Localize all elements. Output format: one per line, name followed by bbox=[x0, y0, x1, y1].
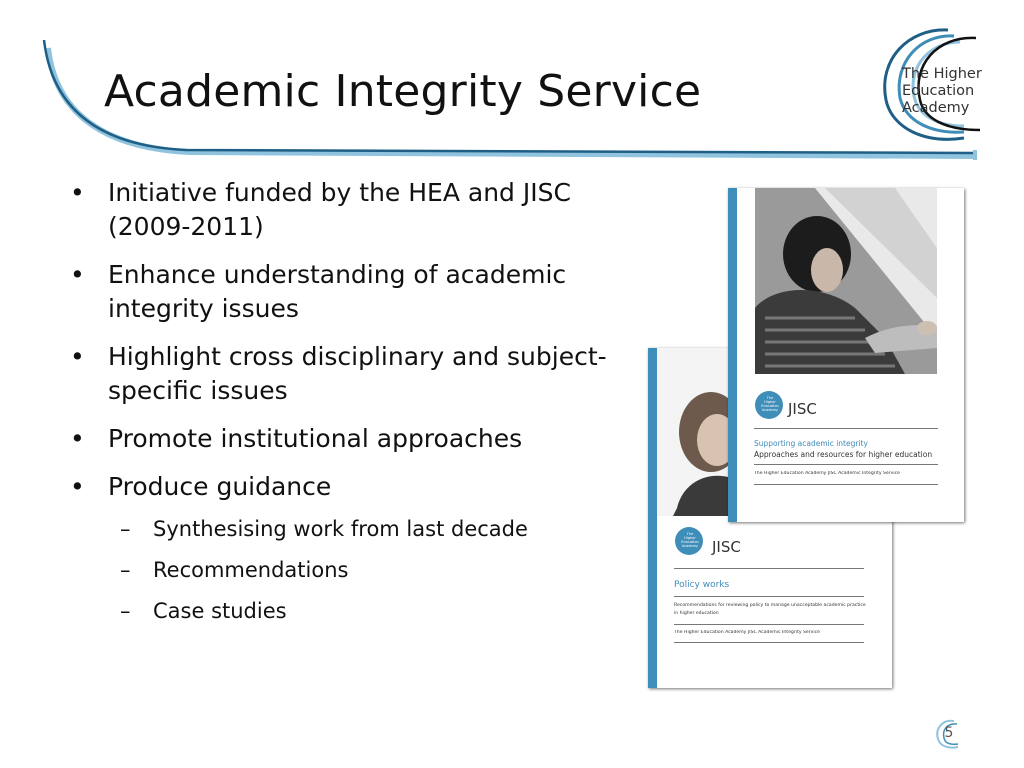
doc-title: Approaches and resources for higher education bbox=[754, 450, 933, 459]
logo-line: Academy bbox=[902, 100, 970, 116]
bullet-item bbox=[70, 470, 630, 504]
sub-bullet-item bbox=[70, 516, 630, 543]
page-number bbox=[932, 717, 966, 751]
doc-footer: The Higher Education Academy JISC Academic Integrity Service bbox=[754, 471, 900, 476]
doc-divider bbox=[674, 624, 864, 625]
bullet-text: Produce guidance bbox=[108, 472, 332, 501]
doc-description: Recommendations for reviewing policy to manage unacceptable academic practice in higher education bbox=[674, 603, 866, 616]
bullet-list bbox=[70, 176, 630, 639]
bullet-marker: • bbox=[70, 178, 85, 207]
bullet-marker: • bbox=[70, 260, 85, 289]
doc-divider bbox=[754, 428, 938, 429]
seal-text bbox=[676, 532, 704, 548]
sub-bullet-marker: – bbox=[120, 558, 131, 582]
seal-line: Education bbox=[761, 404, 779, 408]
doc-divider bbox=[674, 596, 864, 597]
bullet-item bbox=[70, 176, 630, 244]
doc-divider bbox=[674, 568, 864, 569]
page-number-label: 5 bbox=[944, 725, 954, 741]
bullet-text: Initiative funded by the HEA and JISC (2009-2011) bbox=[108, 178, 571, 241]
bullet-text: Highlight cross disciplinary and subject-specific issues bbox=[108, 342, 607, 405]
sub-bullet-text: Case studies bbox=[153, 599, 287, 623]
doc-divider bbox=[754, 464, 938, 465]
seal-line: The bbox=[766, 396, 774, 400]
sub-bullet-text: Synthesising work from last decade bbox=[153, 517, 528, 541]
sub-bullet-marker: – bbox=[120, 599, 131, 623]
bullet-text: Promote institutional approaches bbox=[108, 424, 523, 453]
seal-line: Academy bbox=[681, 544, 699, 548]
doc-photo-image bbox=[755, 188, 937, 374]
jisc-brand: JISC bbox=[788, 400, 817, 418]
doc-title: Policy works bbox=[674, 580, 730, 590]
doc-accent-stripe bbox=[648, 348, 657, 688]
doc-subtitle: Supporting academic integrity bbox=[754, 439, 868, 448]
seal-line: The bbox=[686, 532, 694, 536]
seal-line: Academy bbox=[761, 408, 779, 412]
logo-line: The Higher bbox=[902, 66, 982, 82]
bullet-item bbox=[70, 422, 630, 456]
bullet-text: Enhance understanding of academic integrity issues bbox=[108, 260, 567, 323]
doc-accent-stripe bbox=[728, 188, 737, 522]
bullet-marker: • bbox=[70, 424, 85, 453]
seal-line: Higher bbox=[764, 400, 776, 404]
logo-line: Education bbox=[902, 83, 975, 99]
bullet-item bbox=[70, 340, 630, 408]
sub-bullet-text: Recommendations bbox=[153, 558, 349, 582]
seal-text bbox=[756, 396, 784, 412]
doc-divider bbox=[674, 642, 864, 643]
supporting-academic-integrity-document bbox=[728, 188, 964, 522]
bullet-marker: • bbox=[70, 342, 85, 371]
doc-divider bbox=[754, 484, 938, 485]
slide-title: Academic Integrity Service bbox=[104, 66, 702, 117]
sub-bullet-item bbox=[70, 598, 630, 625]
logo-text bbox=[902, 66, 982, 117]
seal-line: Education bbox=[681, 540, 699, 544]
sub-bullet-marker: – bbox=[120, 517, 131, 541]
bullet-item bbox=[70, 258, 630, 326]
sub-bullet-item bbox=[70, 557, 630, 584]
bullet-marker: • bbox=[70, 472, 85, 501]
doc-footer: The Higher Education Academy JISC Academic Integrity Service bbox=[674, 630, 820, 635]
jisc-brand: JISC bbox=[712, 538, 741, 556]
seal-line: Higher bbox=[684, 536, 696, 540]
